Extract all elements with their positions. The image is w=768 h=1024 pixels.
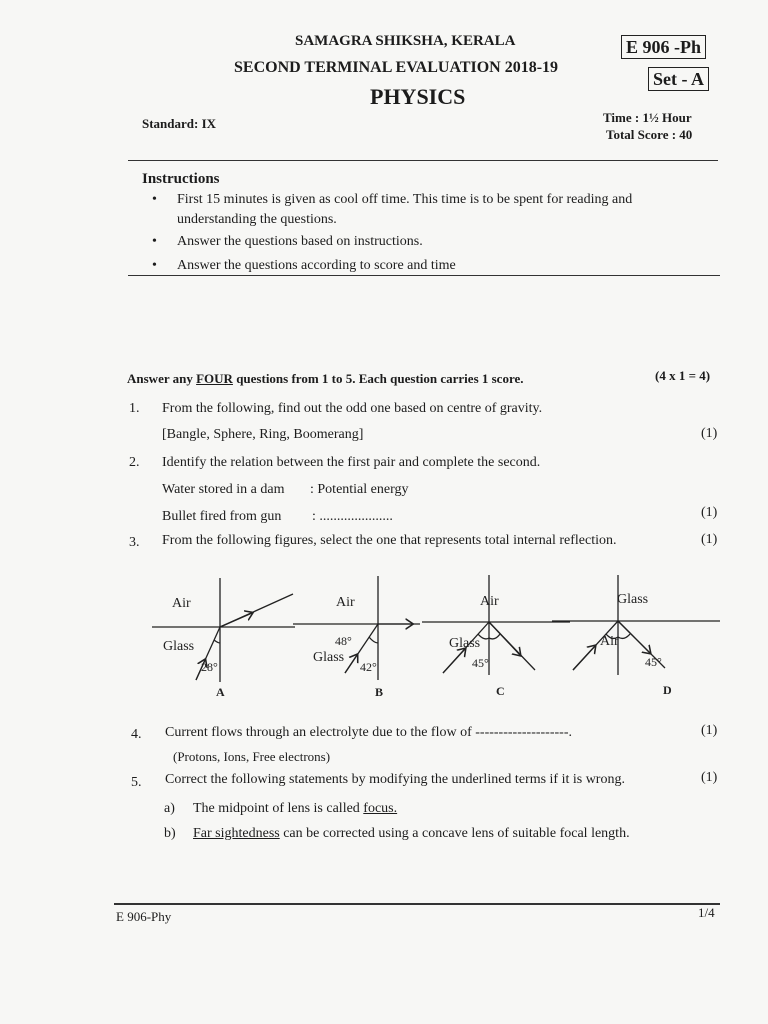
bullet-icon: •: [152, 192, 157, 207]
question-number: 2.: [129, 455, 140, 470]
question-options: [Bangle, Sphere, Ring, Boomerang]: [162, 427, 364, 442]
bullet-icon: •: [152, 234, 157, 249]
sub-question-a: The midpoint of lens is called focus.: [193, 801, 398, 816]
footer-divider: [114, 903, 720, 905]
section-marks: (4 x 1 = 4): [655, 368, 711, 383]
question-number: 1.: [129, 401, 140, 416]
question-score: (1): [701, 505, 718, 520]
question-text: Correct the following statements by modifying the underlined terms if it is wrong.: [165, 772, 625, 787]
figure-label: A: [216, 685, 225, 699]
angle-label: 28°: [201, 660, 218, 674]
question-score: (1): [701, 770, 718, 785]
question-score: (1): [701, 426, 718, 441]
question-number: 5.: [131, 775, 142, 790]
question-text: Current flows through an electrolyte due to the flow of --------------------.: [165, 725, 572, 740]
subject-title: PHYSICS: [370, 84, 466, 109]
figure-label: C: [496, 684, 505, 698]
figure-label: B: [375, 685, 384, 699]
time-label: Time : 1½ Hour: [603, 110, 692, 125]
question-number: 4.: [131, 727, 142, 742]
sub-question-label: a): [164, 801, 175, 816]
instructions-title: Instructions: [142, 171, 220, 187]
angle-label: 48°: [335, 634, 352, 648]
medium-label: Air: [600, 634, 619, 649]
set-box: Set - A: [648, 67, 709, 91]
bullet-icon: •: [152, 258, 157, 273]
instruction-item: First 15 minutes is given as cool off time. This time is to be spent for reading and: [177, 192, 633, 207]
sub-question-label: b): [164, 826, 176, 841]
answer-blank: : .....................: [312, 509, 393, 524]
angle-label: 45°: [645, 655, 662, 669]
pair-left: Bullet fired from gun: [162, 509, 282, 524]
footer-code: E 906-Phy: [116, 909, 172, 924]
medium-label: Air: [172, 596, 191, 611]
instruction-item: Answer the questions based on instructions.: [177, 234, 423, 249]
question-text: From the following, find out the odd one based on centre of gravity.: [162, 401, 543, 416]
question-text: Identify the relation between the first pair and complete the second.: [162, 455, 541, 470]
question-text: From the following figures, select the one that represents total internal reflection.: [162, 533, 617, 548]
figure-a: [152, 578, 295, 682]
medium-label: Glass: [617, 592, 649, 607]
medium-label: Glass: [313, 650, 345, 665]
question-score: (1): [701, 532, 718, 547]
medium-label: Glass: [163, 639, 195, 654]
medium-label: Air: [336, 595, 355, 610]
figure-c: [422, 575, 570, 675]
medium-label: Glass: [449, 636, 481, 651]
figure-label: D: [663, 683, 672, 697]
angle-label: 42°: [360, 660, 377, 674]
question-score: (1): [701, 723, 718, 738]
total-score-label: Total Score : 40: [606, 127, 693, 142]
question-number: 3.: [129, 535, 140, 550]
instruction-item: understanding the questions.: [177, 212, 337, 227]
sub-question-b: Far sightedness can be corrected using a concave lens of suitable focal length.: [193, 826, 630, 841]
question-options: (Protons, Ions, Free electrons): [173, 749, 331, 764]
medium-label: Air: [480, 594, 499, 609]
section-heading: Answer any FOUR questions from 1 to 5. Each question carries 1 score.: [127, 371, 524, 386]
exam-title: SECOND TERMINAL EVALUATION 2018-19: [234, 59, 559, 76]
org-name: SAMAGRA SHIKSHA, KERALA: [295, 33, 516, 49]
page-number: 1/4: [698, 905, 715, 920]
paper-code-box: E 906 -Ph: [621, 35, 706, 59]
instruction-item: Answer the questions according to score and time: [177, 258, 456, 273]
pair-left: Water stored in a dam: [162, 482, 285, 497]
pair-right: : Potential energy: [310, 482, 409, 497]
figure-d: [552, 575, 720, 675]
standard-label: Standard: IX: [142, 116, 217, 131]
angle-label: 45°: [472, 656, 489, 670]
